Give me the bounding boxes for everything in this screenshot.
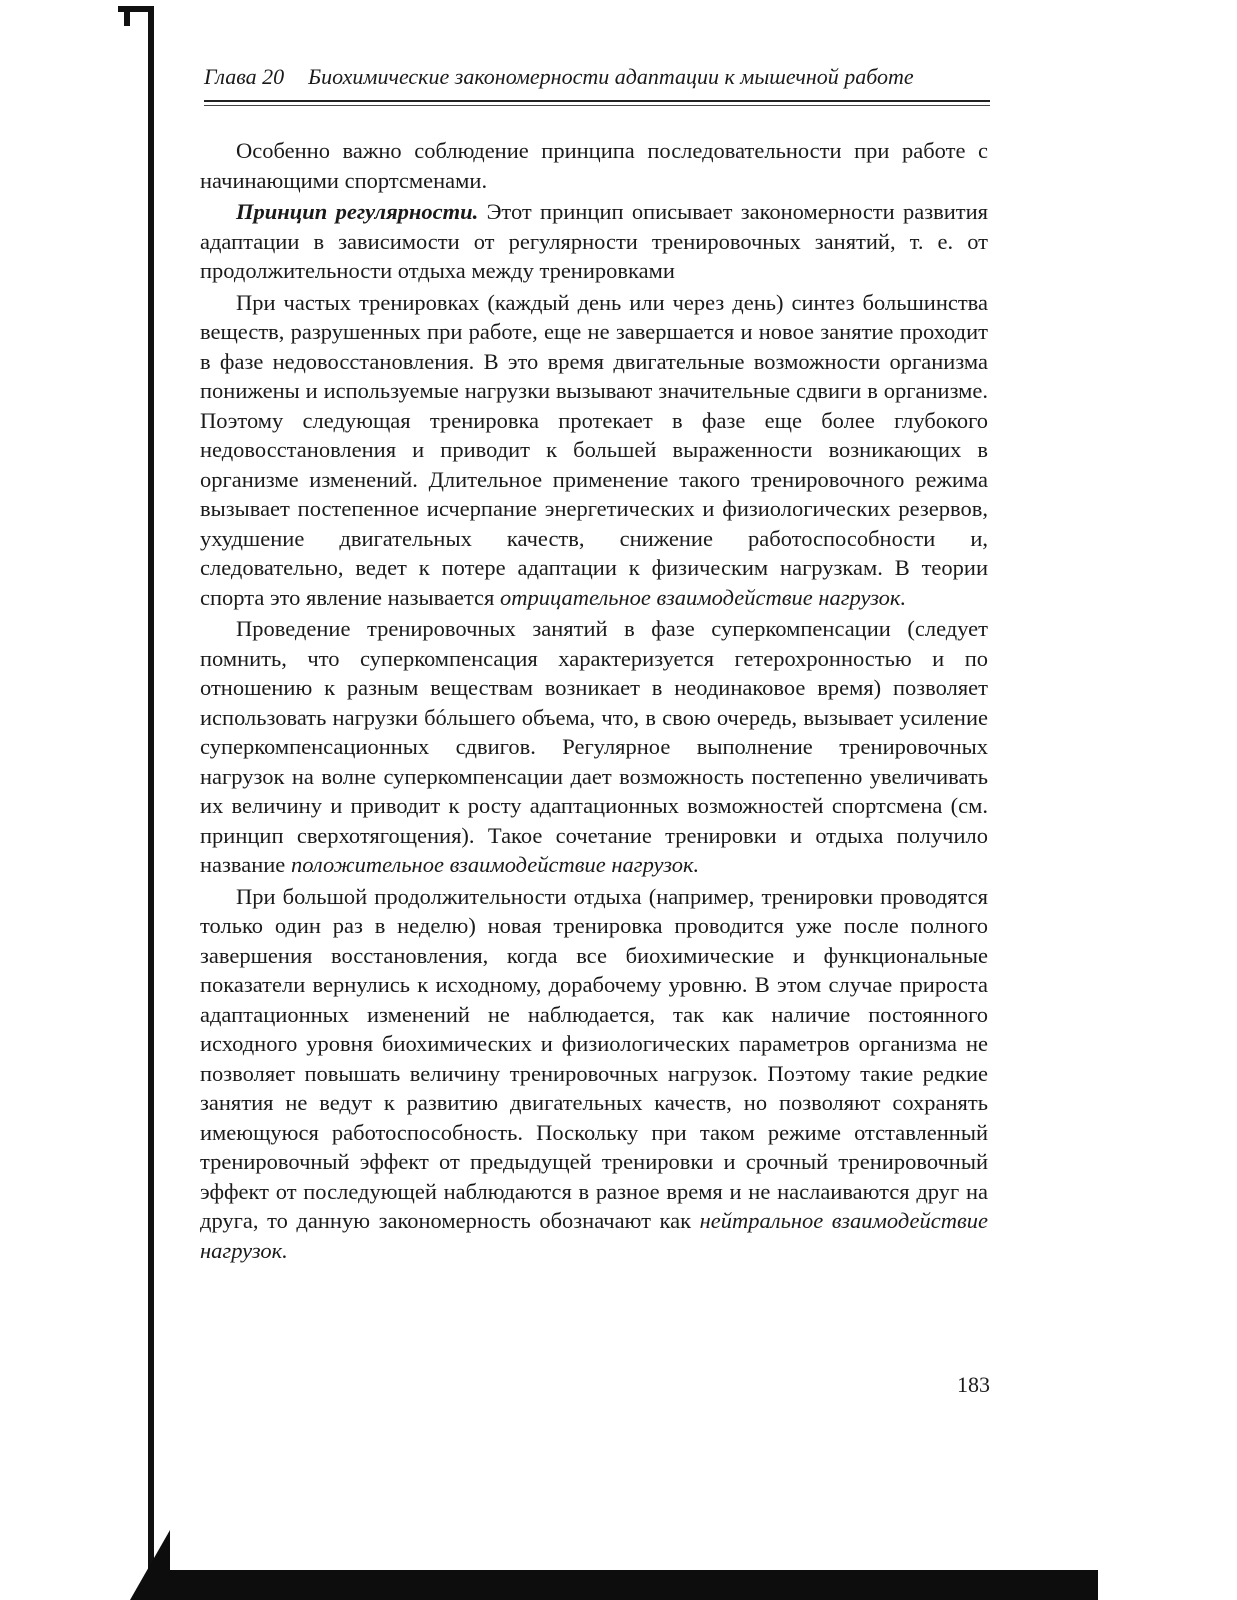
scan-bottom-edge — [148, 1570, 1098, 1600]
term: отрицательное взаимодействие нагрузок. — [500, 584, 907, 610]
paragraph: Принцип регулярности. Этот принцип описывает закономерности развития адаптации в зависимости от регулярности тренировочных занятий, т. е. от продолжительности отдыха между тренировками — [200, 199, 988, 283]
term: положительное взаимодействие нагрузок. — [290, 852, 700, 877]
running-header — [204, 64, 990, 90]
page-number: 183 — [957, 1372, 990, 1397]
chapter-number: Глава 20 — [204, 64, 285, 89]
header-rule — [204, 105, 990, 106]
paragraph: При большой продолжительности отдыха (например, тренировки проводятся только один раз в неделю) новая тренировка проводится уже после полного завершения восстановления, когда все биохимические и функциональные показатели вернулись к исходному, дорабочему уровню. В этом случае прироста адаптационных изменений не наблюдается, так как наличие постоянного исходного уровня биохимических и физиологических параметров организма не позволяет повышать величину тренировочных нагрузок. Поэтому такие редкие занятия не ведут к развитию двигательных качеств, но позволяют сохранять имеющуюся работоспособность. Поскольку при таком режиме отставленный тренировочный эффект от предыдущей тренировки и срочный тренировочный эффект от последующей наблюдаются в разное время и не наслаиваются друг на друга, то данную закономерность обозначают как нейтральное взаимодействие нагрузок. — [200, 883, 988, 1263]
scan-artifact — [124, 6, 130, 26]
principle-heading: Принцип регулярности. — [236, 199, 479, 224]
paragraph: При частых тренировках (каждый день или через день) синтез большинства веществ, разрушенных при работе, еще не завершается и новое занятие проходит в фазе недовосстановления. В это время двигательные возможности организма понижены и используемые нагрузки вызывают значительные сдвиги в организме. Поэтому следующая тренировка протекает в фазе еще более глубокого недовосстановления и приводит к большей выраженности возникающих в организме изменений. Длительное применение такого тренировочного режима вызывает постепенное исчерпание энергетических и физиологических резервов, ухудшение двигательных качеств, снижение работоспособности и, следовательно, ведет к потере адаптации к физическим нагрузкам. В теории спорта это явление называется отрицательное взаимодействие нагрузок. — [200, 289, 988, 610]
book-spine-shadow — [148, 8, 154, 1600]
paragraph: Особенно важно соблюдение принципа последовательности при работе с начинающими спортсменами. — [200, 138, 988, 193]
chapter-title: Биохимические закономерности адаптации к мышечной работе — [308, 64, 914, 89]
body-text — [200, 136, 988, 1265]
term: нейтральное взаимодействие нагрузок. — [200, 1208, 988, 1263]
header-rule — [204, 100, 990, 102]
paragraph: Проведение тренировочных занятий в фазе суперкомпенсации (следует помнить, что суперкомпенсация характеризуется гетерохронностью и по отношению к разным веществам возникает в неодинаковое время) позволяет использовать нагрузки бóльшего объема, что, в свою очередь, вызывает усиление суперкомпенсационных сдвигов. Регулярное выполнение тренировочных нагрузок на волне суперкомпенсации дает возможность постепенно увеличивать их величину и приводит к росту адаптационных возможностей спортсмена (см. принцип сверхотягощения). Такое сочетание тренировки и отдыха получило название положительное взаимодействие нагрузок. — [200, 616, 988, 877]
